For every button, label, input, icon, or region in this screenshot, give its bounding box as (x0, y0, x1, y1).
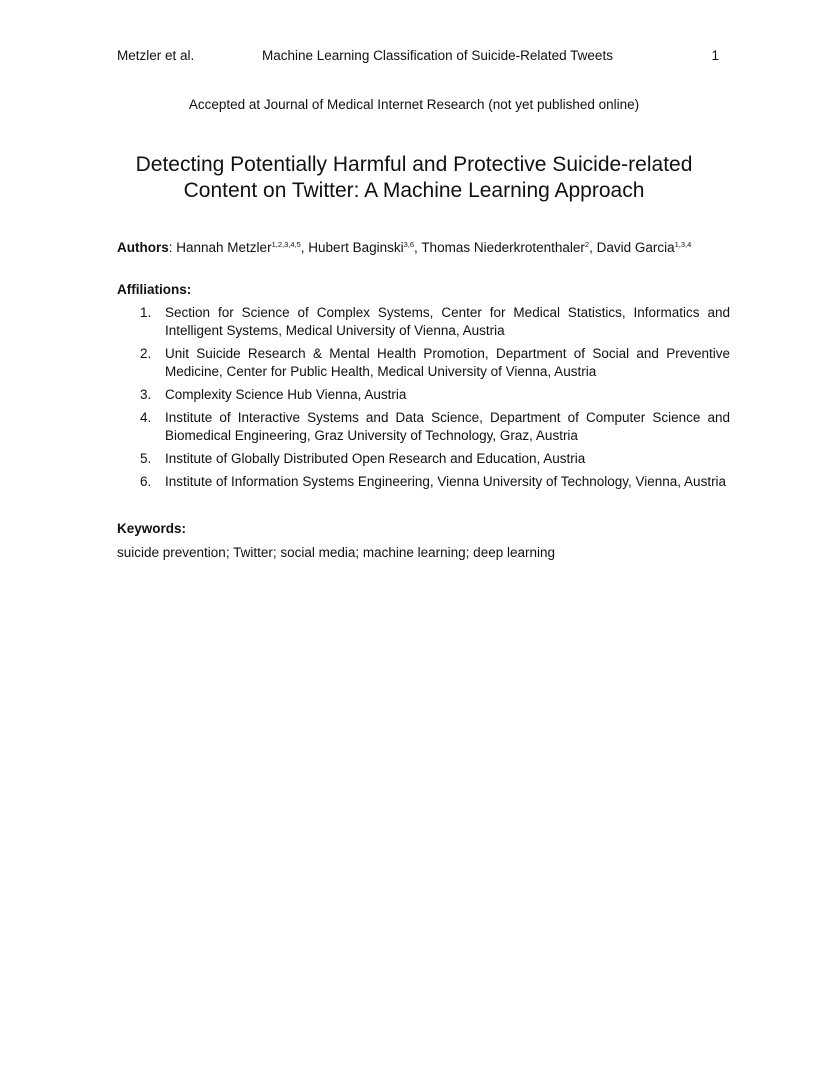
affiliation-number: 2. (140, 346, 152, 361)
title-line-1: Detecting Potentially Harmful and Protective Suicide-related (135, 153, 693, 176)
affiliations-heading: Affiliations: (117, 282, 192, 297)
keywords-heading: Keywords: (117, 521, 187, 536)
author-name: Hannah Metzler (176, 240, 272, 255)
author-name: Thomas Niederkrotenthaler (421, 240, 585, 255)
affiliation-item (117, 386, 730, 404)
affiliation-number: 5. (140, 451, 152, 466)
affiliation-text: Institute of Information Systems Engineering, Vienna University of Technology, Vienna, Austria (165, 474, 727, 489)
affiliations-list (117, 304, 730, 496)
affiliation-text: Section for Science of Complex Systems, Center for Medical Statistics, Informatics and Intelligent Systems, Medical University of Vienna, Austria (165, 305, 730, 338)
affiliation-number: 3. (140, 387, 152, 402)
affiliation-item (117, 304, 730, 340)
author-list: Authors: Hannah Metzler$^{1,2,3,4,5}$, Hubert Baginski$^{3,6}$, Thomas Niederkrotenthaler$^2$, David Garcia$^{1,3,4}$ (117, 240, 692, 255)
acceptance-note: Accepted at Journal of Medical Internet Research (not yet published online) (188, 97, 640, 112)
affiliation-number: 4. (140, 410, 152, 425)
title-line-2: Content on Twitter: A Machine Learning Approach (183, 179, 645, 202)
page-number: 1 (711, 48, 719, 63)
affiliation-text: Institute of Globally Distributed Open Research and Education, Austria (165, 451, 586, 466)
affiliation-item (117, 450, 730, 468)
affiliation-item (117, 409, 730, 445)
authors-label: Authors (117, 240, 169, 255)
author-affiliation-marker: 1,3,4 (674, 240, 692, 249)
affiliation-item (117, 473, 730, 491)
author-affiliation-marker: 2 (584, 240, 590, 249)
keywords-text: suicide prevention; Twitter; social media; machine learning; deep learning (117, 545, 555, 560)
affiliation-text: Institute of Interactive Systems and Data Science, Department of Computer Science and Biomedical Engineering, Graz University of Technology, Graz, Austria (165, 410, 730, 443)
affiliation-number: 1. (140, 305, 152, 320)
author-affiliation-marker: 1,2,3,4,5 (271, 240, 301, 249)
running-head (117, 48, 719, 66)
author-name: Hubert Baginski (308, 240, 404, 255)
affiliation-item (117, 345, 730, 381)
affiliation-number: 6. (140, 474, 152, 489)
affiliation-text: Unit Suicide Research & Mental Health Promotion, Department of Social and Preventive Medicine, Center for Public Health, Medical University of Vienna, Austria (165, 346, 730, 379)
affiliation-text: Complexity Science Hub Vienna, Austria (165, 387, 407, 402)
running-head-title: Machine Learning Classification of Suicide-Related Tweets (262, 48, 613, 63)
author-affiliation-marker: 3,6 (403, 240, 415, 249)
author-name: David Garcia (596, 240, 675, 255)
running-head-authors: Metzler et al. (117, 48, 195, 63)
paper-title (100, 152, 728, 204)
